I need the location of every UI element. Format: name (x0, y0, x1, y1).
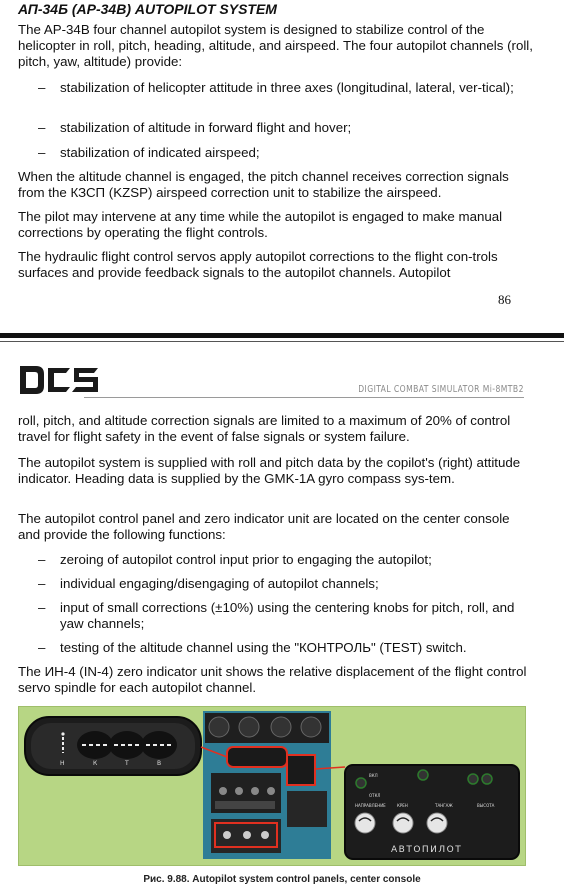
panel-label: ТАНГАЖ (435, 803, 453, 808)
list-item (38, 120, 528, 136)
body-paragraph: roll, pitch, and altitude correction signals are limited to a maximum of 20% of control travel for flight safety in the event of false signals or system failure. (18, 413, 511, 445)
body-paragraph: The ИН-4 (IN-4) zero indicator unit shows the relative displacement of the flight control servo spindle for each autopilot channel. (18, 664, 527, 696)
panel-label: ВЫСОТА (477, 803, 495, 808)
header-title: DIGITAL COMBAT SIMULATOR Mi-8MTB2 (358, 384, 524, 395)
list-item-text: stabilization of indicated airspeed; (60, 145, 260, 160)
zero-indicator-closeup (25, 717, 201, 775)
intro-paragraph: The AP-34B four channel autopilot system is designed to stabilize control of the helicopter in roll, pitch, heading, altitude, and airspeed. The four autopilot channels (roll, pitch, yaw, altitude) provide: (18, 22, 533, 70)
bullet-dash: – (38, 640, 46, 655)
list-item-text: zeroing of autopilot control input prior to engaging the autopilot; (60, 552, 432, 567)
panel-label: НАПРАВЛЕНИЕ (355, 803, 386, 808)
figure-caption: Рис. 9.88. Autopilot system control panels, center console (143, 874, 421, 885)
body-paragraph: The pilot may intervene at any time while the autopilot is engaged to make manual corrections by operating the flight controls. (18, 209, 503, 241)
list-item-text: testing of the altitude channel using the "КОНТРОЛЬ" (TEST) switch. (60, 640, 467, 655)
indicator-label: В (157, 760, 162, 767)
list-item (38, 145, 528, 161)
body-paragraph: When the altitude channel is engaged, the pitch channel receives correction signals from the КЗСП (KZSP) airspeed correction unit to stabilize the airspeed. (18, 169, 509, 201)
indicator-label: Т (125, 760, 129, 767)
header-rule (84, 397, 524, 398)
dcs-logo (18, 362, 102, 398)
list-item (38, 576, 528, 592)
figure-image (19, 707, 525, 865)
list-item (38, 80, 528, 96)
page-separator-thin (0, 341, 564, 342)
bullet-dash: – (38, 600, 46, 615)
list-item (38, 552, 528, 568)
list-item-text: stabilization of altitude in forward flight and hover; (60, 120, 352, 135)
bullet-dash: – (38, 120, 46, 135)
panel-label: ОТКЛ (369, 793, 381, 798)
panel-label: КРЕН (397, 803, 408, 808)
list-item-text: input of small corrections (±10%) using the centering knobs for pitch, roll, and yaw channels; (60, 600, 515, 632)
list-item (38, 600, 528, 632)
bullet-dash: – (38, 145, 46, 160)
autopilot-panel-closeup (345, 765, 519, 859)
page-number: 86 (498, 292, 511, 307)
list-item (38, 640, 528, 656)
panel-label: ВКЛ (369, 773, 378, 778)
body-paragraph: The hydraulic flight control servos apply autopilot corrections to the flight con-trols surfaces and provide feedback signals to the autopilot channels. Autopilot (18, 249, 498, 281)
section-heading: АП-34Б (AP-34B) AUTOPILOT SYSTEM (18, 1, 277, 17)
bullet-dash: – (38, 576, 46, 591)
bullet-dash: – (38, 80, 46, 95)
body-paragraph: The autopilot system is supplied with roll and pitch data by the copilot's (right) attitude indicator. Heading data is supplied by the GMK-1A gyro compass sys-tem. (18, 455, 521, 487)
figure-autopilot-panels (18, 706, 526, 866)
list-item-text: stabilization of helicopter attitude in three axes (longitudinal, lateral, ver-tical); (60, 80, 514, 95)
body-paragraph: The autopilot control panel and zero indicator unit are located on the center console and provide the following functions: (18, 511, 510, 543)
list-item-text: individual engaging/disengaging of autopilot channels; (60, 576, 379, 591)
indicator-label: Н (60, 760, 65, 767)
page-separator (0, 333, 564, 338)
center-console (203, 711, 331, 859)
indicator-label: К (93, 760, 98, 767)
bullet-dash: – (38, 552, 46, 567)
panel-title: АВТОПИЛОТ (391, 845, 463, 855)
